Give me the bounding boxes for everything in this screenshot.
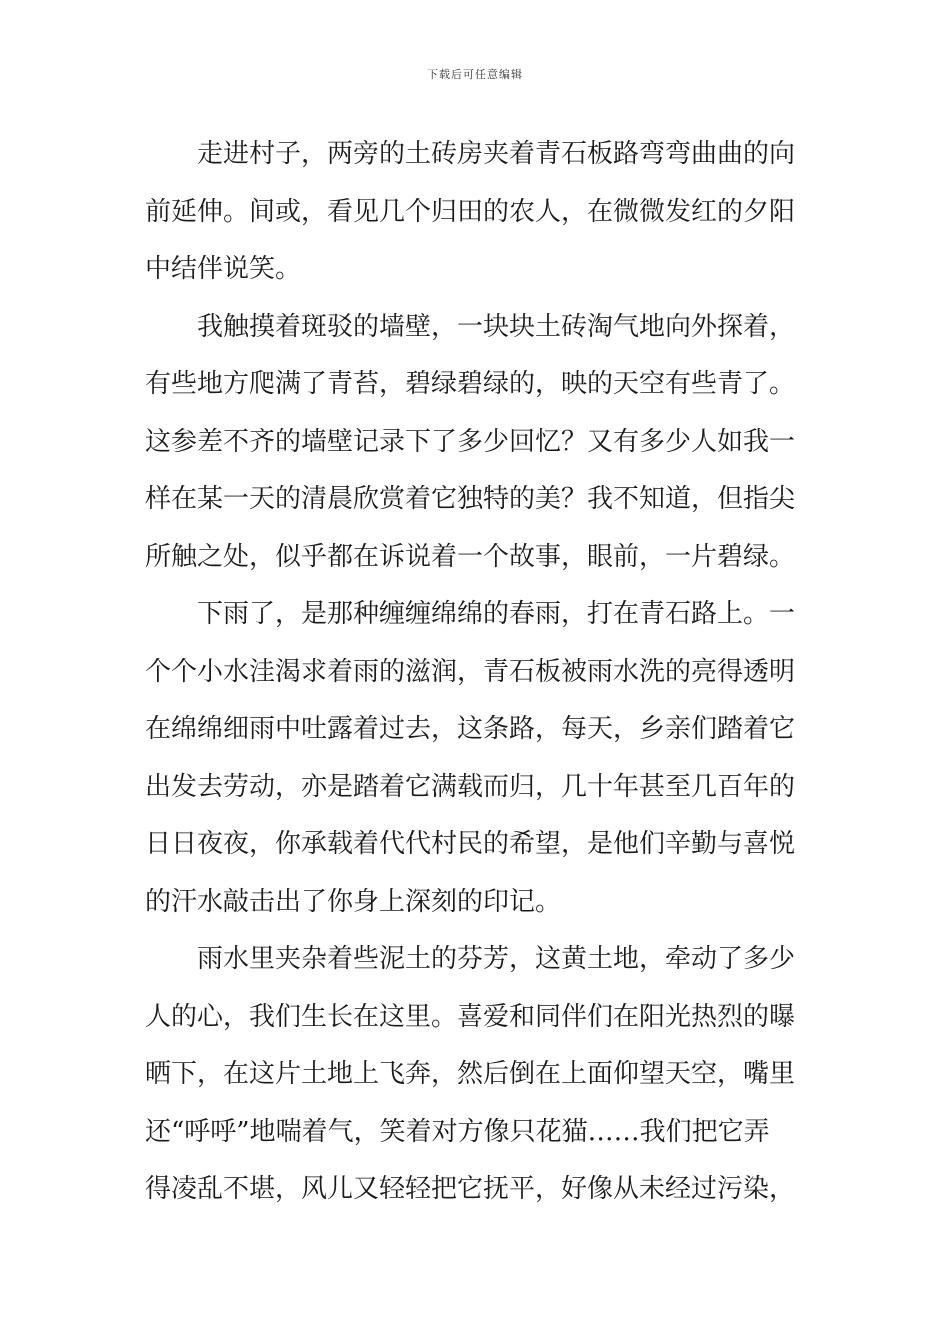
- paragraph-1: [145, 126, 807, 299]
- text-line: 雨水里夹杂着些泥土的芬芳，这黄土地，牵动了多少: [145, 944, 796, 974]
- document-body: [145, 126, 807, 1219]
- text-line: 走进村子，两旁的土砖房夹着青石板路弯弯曲曲的向: [145, 139, 796, 169]
- paragraph-3: [145, 586, 807, 931]
- text-line: 我触摸着斑驳的墙壁，一块块土砖淘气地向外探着，: [145, 311, 796, 342]
- paragraph-4: [145, 931, 807, 1219]
- text-line: 所触之处，似乎都在诉说着一个故事，眼前，一片碧绿。: [145, 541, 796, 572]
- text-line: 下雨了，是那种缠缠绵绵的春雨，打在青石路上。一: [145, 599, 796, 629]
- page-header: 下载后可任意编辑: [427, 68, 523, 81]
- text-line: 样在某一天的清晨欣赏着它独特的美？我不知道，但指尖: [145, 484, 796, 514]
- text-line: 得凌乱不堪，风儿又轻轻把它抚平，好像从未经过污染，: [145, 1174, 796, 1204]
- text-line: 人的心，我们生长在这里。喜爱和同伴们在阳光热烈的曝: [145, 1001, 796, 1032]
- text-line: 个个小水洼渴求着雨的滋润，青石板被雨水洗的亮得透明: [145, 656, 796, 687]
- text-line: 有些地方爬满了青苔，碧绿碧绿的，映的天空有些青了。: [145, 369, 796, 399]
- text-line: 的汗水敲击出了你身上深刻的印记。: [145, 886, 562, 917]
- text-line: 晒下，在这片土地上飞奔，然后倒在上面仰望天空，嘴里: [145, 1059, 796, 1089]
- text-line: 还“呼呼”地喘着气，笑着对方像只花猫……我们把它弄: [145, 1116, 770, 1147]
- paragraph-2: [145, 299, 807, 587]
- text-line: 这参差不齐的墙壁记录下了多少回忆？又有多少人如我一: [145, 426, 796, 457]
- text-line: 日日夜夜，你承载着代代村民的希望，是他们辛勤与喜悦: [145, 829, 796, 859]
- text-line: 出发去劳动，亦是踏着它满载而归，几十年甚至几百年的: [145, 771, 796, 802]
- text-line: 在绵绵细雨中吐露着过去，这条路，每天，乡亲们踏着它: [145, 714, 796, 744]
- text-line: 中结伴说笑。: [145, 254, 302, 284]
- text-line: 前延伸。间或，看见几个归田的农人，在微微发红的夕阳: [145, 196, 796, 227]
